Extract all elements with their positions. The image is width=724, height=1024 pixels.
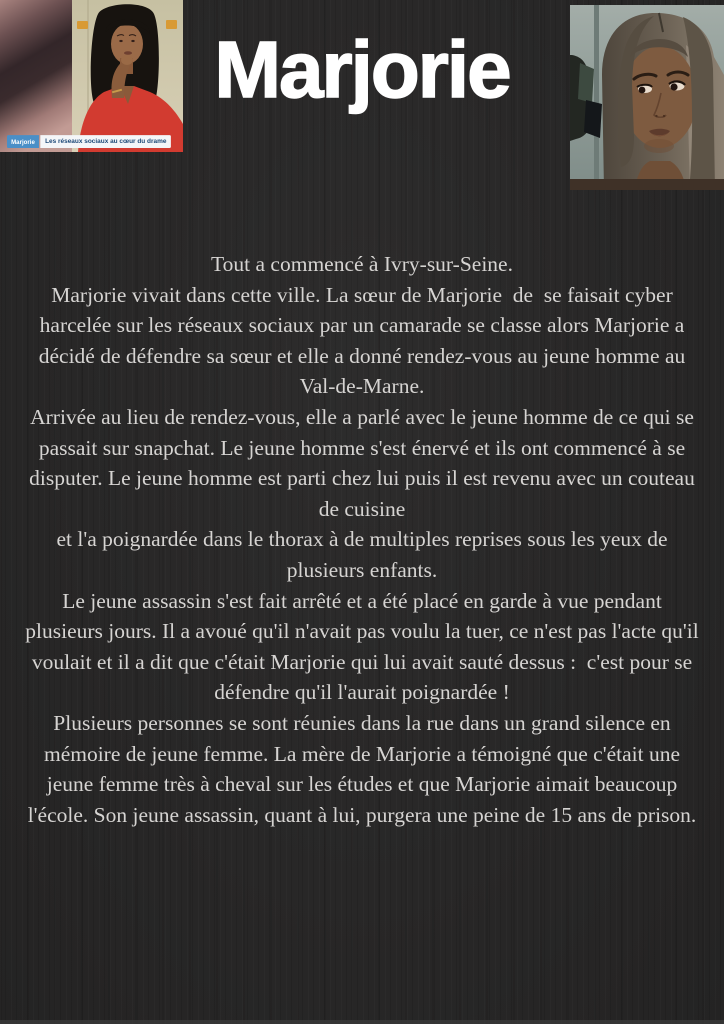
story-line: Arrivée au lieu de rendez-vous, elle a parlé avec le jeune homme de ce qui se (30, 404, 694, 429)
story-line: mémoire de jeune femme. La mère de Marjorie a témoigné que c'était une (43, 741, 681, 766)
story-line: passait sur snapchat. Le jeune homme s'est énervé et ils ont commencé à se (38, 435, 686, 460)
story-line: Marjorie vivait dans cette ville. La sœur de Marjorie de se faisait cyber (51, 282, 673, 307)
story-line: plusieurs jours. Il a avoué qu'il n'avait pas voulu la tuer, ce n'est pas l'acte qu'il (25, 619, 699, 644)
news-banner-headline: Les réseaux sociaux au cœur du drame (40, 135, 171, 148)
story-line: voulait et il a dit que c'était Marjorie qui lui avait sauté dessus : c'est pour se (31, 649, 693, 674)
page-title: Marjorie (214, 25, 510, 114)
story-line: décidé de défendre sa sœur et elle a donné rendez-vous au jeune homme au (38, 343, 686, 368)
story-line: Plusieurs personnes se sont réunies dans la rue dans un grand silence en (53, 710, 671, 735)
story-line: Tout a commencé à Ivry-sur-Seine. (211, 252, 513, 276)
story-line: plusieurs enfants. (286, 557, 438, 582)
news-banner (7, 135, 171, 148)
story-line: et l'a poignardée dans le thorax à de multiples reprises sous les yeux de (56, 527, 668, 552)
story-line: jeune femme très à cheval sur les études et que Marjorie aimait beaucoup (46, 772, 678, 797)
page-bottom-edge (0, 1020, 724, 1024)
news-banner-tag: Marjorie (7, 135, 39, 148)
story-line: Val-de-Marne. (299, 374, 425, 399)
story-line: de cuisine (318, 496, 406, 521)
story-text (0, 249, 724, 830)
story-line: disputer. Le jeune homme est parti chez lui puis il est revenu avec un couteau (29, 466, 695, 491)
story-line: défendre qu'il l'aurait poignardée ! (214, 680, 510, 705)
story-line: harcelée sur les réseaux sociaux par un camarade se classe alors Marjorie a (39, 313, 685, 338)
story-line: l'école. Son jeune assassin, quant à lui, purgera une peine de 15 ans de prison. (27, 802, 697, 827)
story-line: Le jeune assassin s'est fait arrêté et a été placé en garde à vue pendant (62, 588, 662, 613)
